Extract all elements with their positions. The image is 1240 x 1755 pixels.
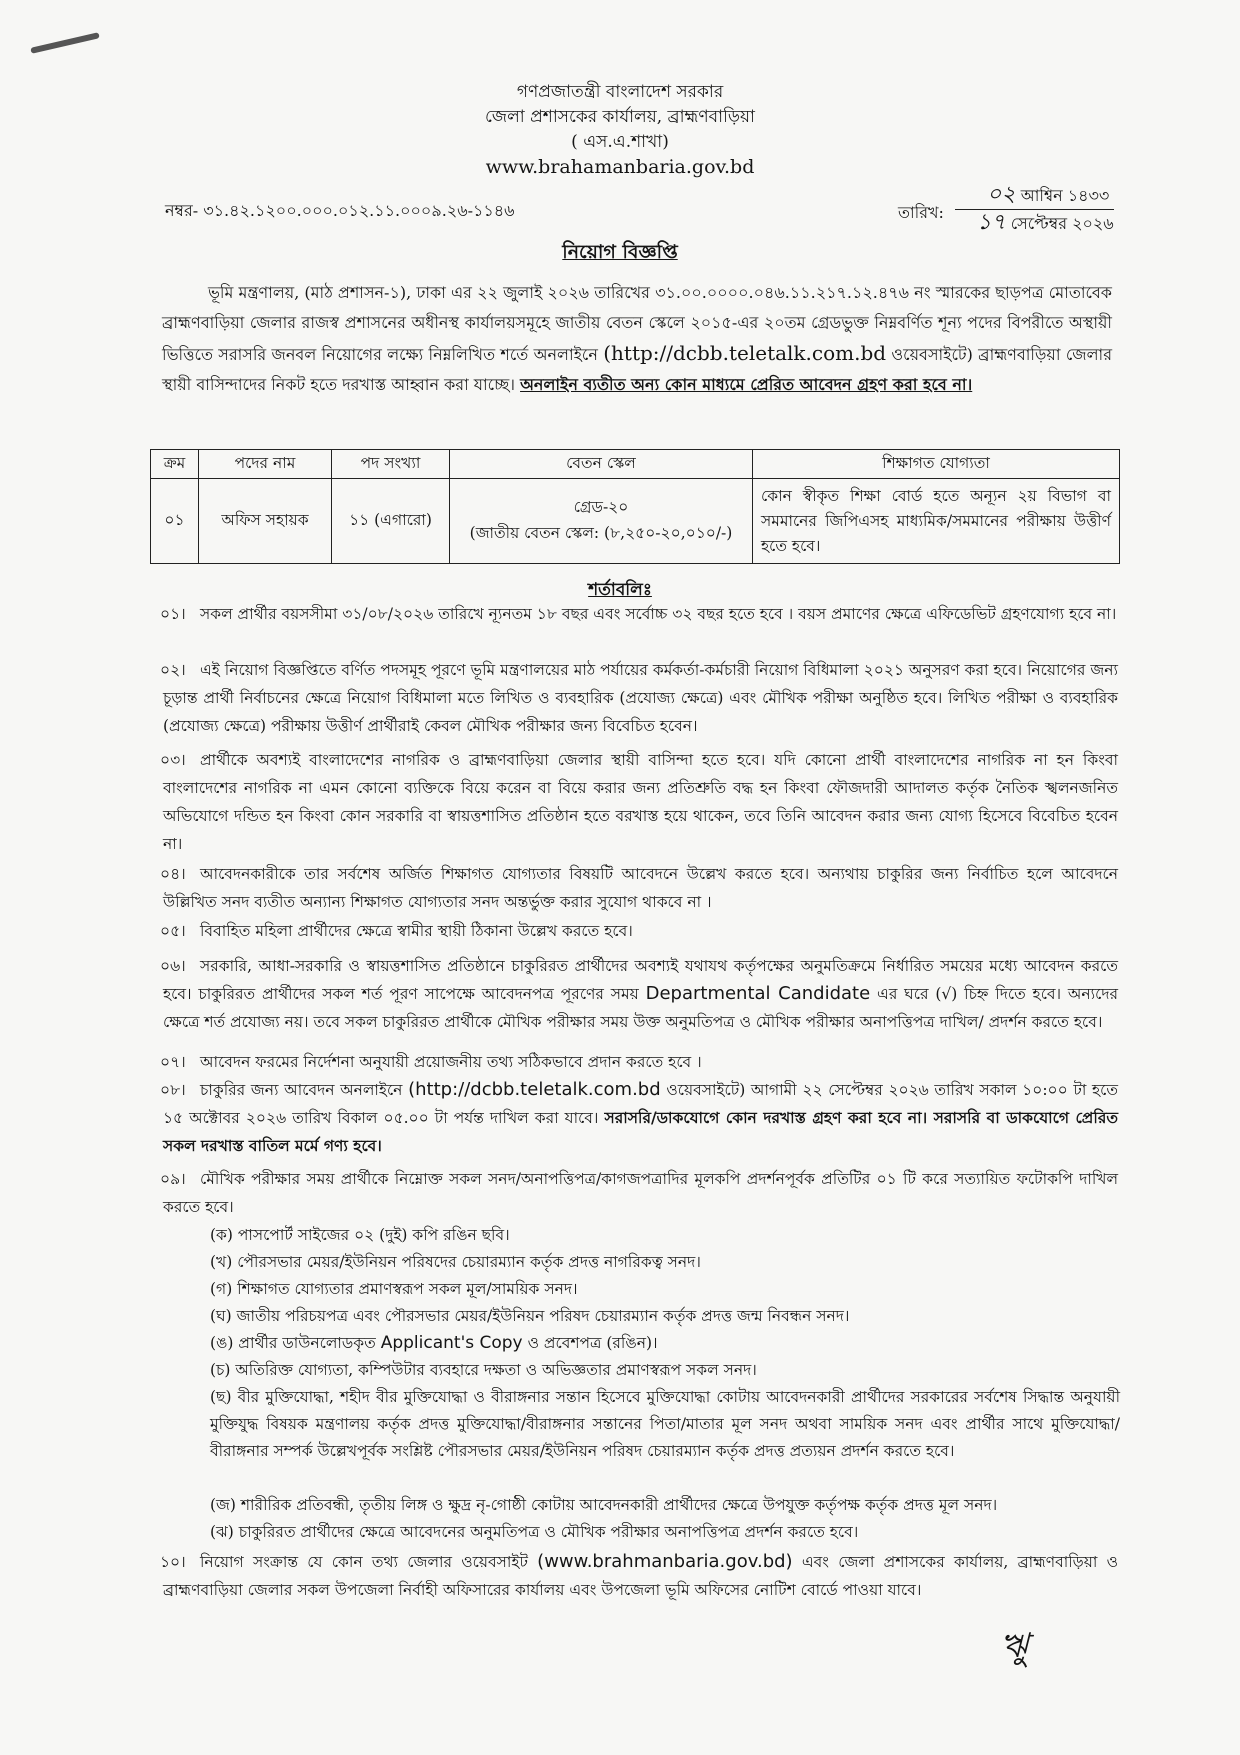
intro-paragraph: ভূমি মন্ত্রণালয়, (মাঠ প্রশাসন-১), ঢাকা এর ২২ জুলাই ২০২৬ তারিখের ৩১.০০.০০০০.০৪৬.১১.২১৭.১২.৪৭৬ নং স্মারকের ছাড়পত্র মোতাবেক ব্রাহ্মণবাড়িয়া জেলার রাজস্ব প্রশাসনের অধীনস্থ কার্যালয়সমূহে জাতীয় বেতন স্কেলে ২০১৫-এর ২০তম গ্রেডভুক্ত নিম্নবর্ণিত শূন্য পদের বিপরীতে অস্থায়ী ভিত্তিতে সরাসরি জনবল নিয়োগের লক্ষ্যে নিম্নলিখিত শর্তে অনলাইনে (http://dcbb.teletalk.com.bd ওয়েবসাইটে) ব্রাহ্মণবাড়িয়া জেলার স্থায়ী বাসিন্দাদের নিকট হতে দরখাস্ত আহ্বান করা যাচ্ছে। অনলাইন ব্যতীত অন্য কোন মাধ্যমে প্রেরিত আবেদন গ্রহণ করা হবে না। <box>162 283 1112 394</box>
district-website[interactable]: (www.brahmanbaria.gov.bd) <box>537 1551 793 1572</box>
memo-number: নম্বর- ৩১.৪২.১২০০.০০০.০১২.১১.০০০৯.২৬-১১৪৬ <box>165 201 515 220</box>
condition-3: ০৩। প্রার্থীকে অবশ্যই বাংলাদেশের নাগরিক ও ব্রাহ্মণবাড়িয়া জেলার স্থায়ী বাসিন্দা হতে হবে। যদি কোনো প্রার্থী বাংলাদেশের নাগরিক না হন কিংবা বাংলাদেশের নাগরিক না এমন কোনো ব্যক্তিকে বিয়ে করেন বা বিয়ে করার জন্য প্রতিশ্রুতি বদ্ধ হন কিংবা ফৌজদারী আদালত কর্তৃক নৈতিক স্খলনজনিত অভিযোগে দন্ডিত হন কিংবা কোন সরকারি বা স্বায়ত্তশাসিত প্রতিষ্ঠান হতে বরখাস্ত হয়ে থাকেন, তবে তিনি আবেদন করার জন্য যোগ্য হিসেবে বিবেচিত হবেন না। <box>160 751 1118 853</box>
letterhead <box>0 80 1240 180</box>
col-qualification: শিক্ষাগত যোগ্যতা <box>753 450 1120 479</box>
no-direct-application: সরাসরি/ডাকযোগে কোন দরখাস্ত গ্রহণ করা হবে না। সরাসরি বা ডাকযোগে প্রেরিত সকল দরখাস্ত বাতিল মর্মে গণ্য হবে। <box>163 1108 1118 1155</box>
online-only-note: অনলাইন ব্যতীত অন্য কোন মাধ্যমে প্রেরিত আবেদন গ্রহণ করা হবে না। <box>520 375 973 394</box>
doc-ka: (ক) পাসপোর্ট সাইজের ০২ (দুই) কপি রঙিন ছবি। <box>210 1226 510 1244</box>
doc-ja: (জ) শারীরিক প্রতিবন্ধী, তৃতীয় লিঙ্গ ও ক্ষুদ্র নৃ-গোষ্ঠী কোটায় আবেদনকারী প্রার্থীদের ক্ষেত্রে উপযুক্ত কর্তৃপক্ষ কর্তৃক প্রদত্ত মূল সনদ। <box>210 1496 998 1514</box>
application-url[interactable]: (http://dcbb.teletalk.com.bd <box>603 341 887 365</box>
col-post: পদের নাম <box>199 450 332 479</box>
condition-8: ০৮। চাকুরির জন্য আবেদন অনলাইনে (http://dcbb.teletalk.com.bd ওয়েবসাইটে) আগামী ২২ সেপ্টেম্বর ২০২৬ তারিখ সকাল ১০:০০ টা হতে ১৫ অক্টোবর ২০২৬ তারিখ বিকাল ০৫.০০ টা পর্যন্ত দাখিল করা যাবে। সরাসরি/ডাকযোগে কোন দরখাস্ত গ্রহণ করা হবে না। সরাসরি বা ডাকযোগে প্রেরিত সকল দরখাস্ত বাতিল মর্মে গণ্য হবে। <box>160 1079 1118 1155</box>
govt-name: গণপ্রজাতন্ত্রী বাংলাদেশ সরকার <box>516 82 724 102</box>
doc-gha: (ঘ) জাতীয় পরিচয়পত্র এবং পৌরসভার মেয়র/ইউনিয়ন পরিষদ চেয়ারম্যান কর্তৃক প্রদত্ত জন্ম নিবন্ধন সনদ। <box>210 1307 850 1325</box>
signature-mark: ঋু <box>1000 1626 1029 1666</box>
doc-umo: (ঙ) প্রার্থীর ডাউনলোডকৃত Applicant's Copy ও প্রবেশপত্র (রঙিন)। <box>210 1333 658 1353</box>
departmental-candidate: Departmental Candidate <box>645 983 871 1004</box>
doc-jha: (ঝ) চাকুরিরত প্রার্থীদের ক্ষেত্রে আবেদনের অনুমতিপত্র ও মৌখিক পরীক্ষার অনাপত্তিপত্র প্রদর্শন করতে হবে। <box>210 1523 859 1541</box>
table-header-row <box>151 450 1120 479</box>
col-serial: ক্রম <box>151 450 199 479</box>
conditions-title: শর্তাবলিঃ <box>588 580 652 600</box>
doc-cha: (ছ) বীর মুক্তিযোদ্ধা, শহীদ বীর মুক্তিযোদ্ধা ও বীরাঙ্গনার সন্তান হিসেবে মুক্তিযোদ্ধা কোটায় আবেদনকারী প্রার্থীদের সরকারের সর্বশেষ সিদ্ধান্ত অনুযায়ী মুক্তিযুদ্ধ বিষয়ক মন্ত্রণালয় কর্তৃক প্রদত্ত মুক্তিযোদ্ধা/বীরাঙ্গনার সন্তানের পিতা/মাতার মূল সনদ অথবা সাময়িক সনদ এবং প্রার্থীর সাথে মুক্তিযোদ্ধা/বীরাঙ্গনার সম্পর্ক উল্লেখপূর্বক সংশ্লিষ্ট পৌরসভার মেয়র/ইউনিয়ন পরিষদ চেয়ারম্যান কর্তৃক প্রদত্ত প্রত্যয়ন প্রদর্শন করতে হবে। <box>210 1388 1120 1460</box>
condition-7: ০৭। আবেদন ফরমের নির্দেশনা অনুযায়ী প্রয়োজনীয় তথ্য সঠিকভাবে প্রদান করতে হবে । <box>160 1053 702 1071</box>
cell-scale: গ্রেড-২০ (জাতীয় বেতন স্কেল: (৮,২৫০-২০,০১০/-) <box>450 479 753 564</box>
condition-9: ০৯। মৌখিক পরীক্ষার সময় প্রার্থীকে নিম্নোক্ত সকল সনদ/অনাপত্তিপত্র/কাগজপত্রাদির মূলকপি প্রদর্শনপূর্বক প্রতিটির ০১ টি করে সত্যায়িত ফটোকপি দাখিল করতে হবে। <box>160 1170 1118 1216</box>
section-name: ( এস.এ.শাখা) <box>571 132 669 152</box>
cell-qualification: কোন স্বীকৃত শিক্ষা বোর্ড হতে অন্যূন ২য় বিভাগ বা সমমানের জিপিএসহ মাধ্যমিক/সমমানের পরীক্ষায় উত্তীর্ণ হতে হবে। <box>753 479 1120 564</box>
doc-kha: (খ) পৌরসভার মেয়র/ইউনিয়ন পরিষদের চেয়ারম্যান কর্তৃক প্রদত্ত নাগরিকত্ব সনদ। <box>210 1253 701 1271</box>
condition-4: ০৪। আবেদনকারীকে তার সর্বশেষ অর্জিত শিক্ষাগত যোগ্যতার বিষয়টি আবেদনে উল্লেখ করতে হবে। অন্যথায় চাকুরির জন্য নির্বাচিত হলে আবেদনে উল্লিখিত সনদ ব্যতীত অন্যান্য শিক্ষাগত যোগ্যতার সনদ অন্তর্ভুক্ত করার সুযোগ থাকবে না । <box>160 865 1118 911</box>
condition-10: ১০। নিয়োগ সংক্রান্ত যে কোন তথ্য জেলার ওয়েবসাইট (www.brahmanbaria.gov.bd) এবং জেলা প্রশাসকের কার্যালয়, ব্রাহ্মণবাড়িয়া ও ব্রাহ্মণবাড়িয়া জেলার সকল উপজেলা নির্বাহী অফিসারের কার্যালয় এবং উপজেলা ভূমি অফিসের নোটিশ বোর্ডে পাওয়া যাবে। <box>160 1551 1118 1599</box>
application-url-2[interactable]: (http://dcbb.teletalk.com.bd <box>408 1079 661 1100</box>
pen-mark <box>30 32 100 54</box>
condition-5: ০৫। বিবাহিত মহিলা প্রার্থীদের ক্ষেত্রে স্বামীর স্থায়ী ঠিকানা উল্লেখ করতে হবে। <box>160 922 633 940</box>
english-day: ১৭ <box>977 210 1006 235</box>
col-scale: বেতন স্কেল <box>450 450 753 479</box>
date-block <box>955 182 1114 237</box>
bangla-day: ০২ <box>987 182 1016 207</box>
posts-table <box>150 449 1120 564</box>
office-name: জেলা প্রশাসকের কার্যালয়, ব্রাহ্মণবাড়িয়া <box>485 107 755 127</box>
condition-2: ০২। এই নিয়োগ বিজ্ঞপ্তিতে বর্ণিত পদসমূহ পূরণে ভূমি মন্ত্রণালয়ের মাঠ পর্যায়ের কর্মকর্তা-কর্মচারী নিয়োগ বিধিমালা ২০২১ অনুসরণ করা হবে। নিয়োগের জন্য চূড়ান্ত প্রার্থী নির্বাচনের ক্ষেত্রে নিয়োগ বিধিমালা মতে লিখিত ও ব্যবহারিক (প্রযোজ্য ক্ষেত্রে) এবং মৌখিক পরীক্ষা অনুষ্ঠিত হবে। লিখিত পরীক্ষা ও ব্যবহারিক (প্রযোজ্য ক্ষেত্রে) পরীক্ষায় উত্তীর্ণ প্রার্থীরাই কেবল মৌখিক পরীক্ষার জন্য বিবেচিত হবেন। <box>160 661 1118 735</box>
english-month: সেপ্টেম্বর ২০২৬ <box>1010 214 1114 233</box>
office-website: www.brahamanbaria.gov.bd <box>485 156 755 178</box>
condition-1: ০১। সকল প্রার্থীর বয়সসীমা ৩১/০৮/২০২৬ তারিখে ন্যূনতম ১৮ বছর এবং সর্বোচ্চ ৩২ বছর হতে হবে । বয়স প্রমাণের ক্ষেত্রে এফিডেভিট গ্রহণযোগ্য হবে না। <box>160 605 1117 623</box>
table-row <box>151 479 1120 564</box>
cell-post: অফিস সহায়ক <box>199 479 332 564</box>
bangla-month: আশ্বিন ১৪৩৩ <box>1020 186 1110 205</box>
doc-ca: (চ) অতিরিক্ত যোগ্যতা, কম্পিউটার ব্যবহারে দক্ষতা ও অভিজ্ঞতার প্রমাণস্বরূপ সকল সনদ। <box>210 1361 757 1379</box>
condition-6: ০৬। সরকারি, আধা-সরকারি ও স্বায়ত্তশাসিত প্রতিষ্ঠানে চাকুরিরত প্রার্থীদের অবশ্যই যথাযথ কর্তৃপক্ষের অনুমতিক্রমে নির্ধারিত সময়ের মধ্যে আবেদন করতে হবে। চাকুরিরত প্রার্থীদের সকল শর্ত পূরণ সাপেক্ষে আবেদনপত্র পূরণের সময় Departmental Candidate এর ঘরে (√) চিহ্ন দিতে হবে। অন্যদের ক্ষেত্রে শর্ত প্রযোজ্য নয়। তবে সকল চাকুরিরত প্রার্থীকে মৌখিক পরীক্ষার সময় উক্ত অনুমতিপত্র ও মৌখিক পরীক্ষার অনাপত্তিপত্র দাখিল/ প্রদর্শন করতে হবে। <box>160 957 1118 1031</box>
cell-serial: ০১ <box>151 479 199 564</box>
date-label: তারিখ: <box>898 203 944 222</box>
notice-title: নিয়োগ বিজ্ঞপ্তি <box>562 241 678 263</box>
doc-ga: (গ) শিক্ষাগত যোগ্যতার প্রমাণস্বরূপ সকল মূল/সাময়িক সনদ। <box>210 1280 578 1298</box>
col-count: পদ সংখ্যা <box>332 450 450 479</box>
cell-count: ১১ (এগারো) <box>332 479 450 564</box>
